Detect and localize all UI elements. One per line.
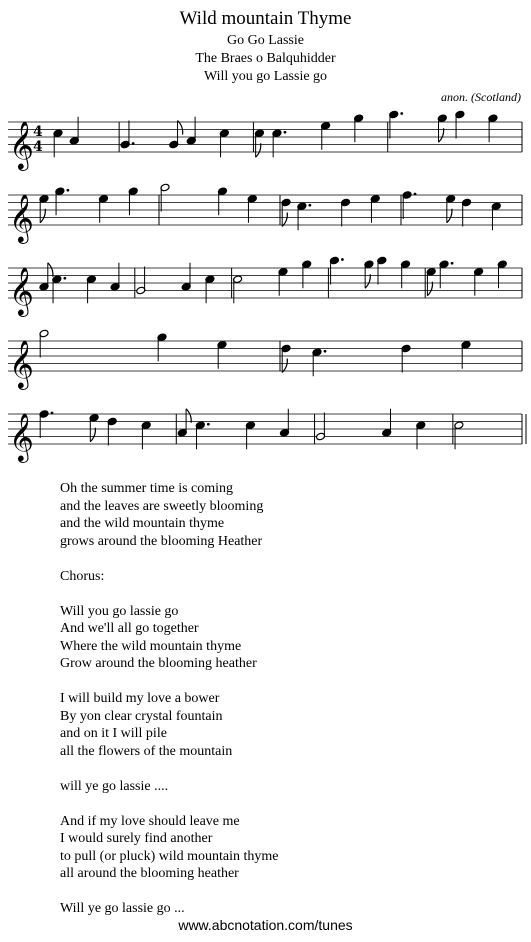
note-dot: [400, 112, 403, 115]
note-dot: [63, 277, 66, 280]
note-dot: [284, 131, 287, 134]
note-flag: [186, 409, 191, 423]
lyric-line: And we'll all go together: [60, 621, 199, 636]
treble-clef-icon: 𝄞: [9, 266, 34, 315]
note-flag: [365, 274, 370, 288]
note-flag: [282, 359, 287, 373]
note-flag: [427, 282, 432, 296]
lyric-line: and the wild mountain thyme: [60, 516, 225, 531]
lyric-line: And if my love should leave me: [60, 813, 240, 829]
lyric-blank-line: [60, 585, 279, 603]
tune-title: Wild mountain Thyme: [179, 8, 352, 29]
treble-clef-icon: 𝄞: [9, 412, 34, 461]
note-dot: [207, 423, 210, 426]
note-flag: [178, 121, 183, 135]
lyric-blank-line: [60, 795, 279, 813]
note-dot: [132, 142, 135, 145]
lyric-line: all around the blooming heather: [60, 866, 239, 881]
lyric-blank-line: [60, 550, 279, 568]
treble-clef-icon: 𝄞: [9, 120, 34, 169]
composer: anon. (Scotland): [441, 90, 521, 104]
footer-url[interactable]: www.abcnotation.com/tunes: [178, 917, 353, 933]
treble-clef-icon: 𝄞: [9, 193, 34, 242]
note-dot: [51, 412, 54, 415]
lyric-line: and on it I will pile: [60, 726, 167, 741]
lyric-line: grows around the blooming Heather: [60, 533, 263, 549]
note-flag: [439, 128, 444, 142]
subtitle-3: Will you go Lassie go: [203, 69, 328, 84]
lyric-line: all the flowers of the mountain: [60, 743, 233, 759]
note-flag: [282, 213, 287, 227]
time-signature-top: 4: [33, 124, 43, 140]
lyric-line: Chorus:: [60, 568, 105, 584]
treble-clef-icon: 𝄞: [9, 339, 34, 388]
lyric-line: to pull (or pluck) wild mountain thyme: [60, 848, 279, 864]
note-flag: [447, 209, 452, 223]
lyrics-block: [60, 480, 279, 918]
lyric-line: I would surely find another: [60, 831, 213, 846]
note-dot: [66, 189, 69, 192]
lyric-line: Where the wild mountain thyme: [60, 638, 242, 654]
lyric-line: Grow around the blooming heather: [60, 656, 257, 671]
note-flag: [48, 263, 53, 277]
lyric-blank-line: [60, 673, 279, 691]
note-flag: [90, 428, 95, 442]
lyric-line: By yon clear crystal fountain: [60, 708, 223, 724]
lyric-line: I will build my love a bower: [60, 691, 220, 706]
subtitle-1: Go Go Lassie: [227, 33, 304, 48]
subtitle-2: The Braes o Balquhidder: [195, 51, 336, 66]
note-dot: [308, 204, 311, 207]
note-flag: [256, 143, 261, 157]
note-dot: [451, 262, 454, 265]
lyric-line: and the leaves are sweetly blooming: [60, 498, 264, 514]
note-flag: [40, 209, 45, 223]
time-signature-bottom: 4: [33, 139, 43, 155]
lyric-line: Oh the summer time is coming: [60, 481, 234, 496]
note-dot: [341, 258, 344, 261]
note-dot: [324, 350, 327, 353]
music-score: [0, 0, 531, 470]
lyric-line: Will ye go lassie go ...: [60, 901, 185, 916]
note-dot: [414, 193, 417, 196]
lyric-blank-line: [60, 760, 279, 778]
lyric-blank-line: [60, 883, 279, 901]
lyric-line: will ye go lassie ....: [60, 778, 169, 794]
lyric-line: Will you go lassie go: [60, 603, 179, 619]
